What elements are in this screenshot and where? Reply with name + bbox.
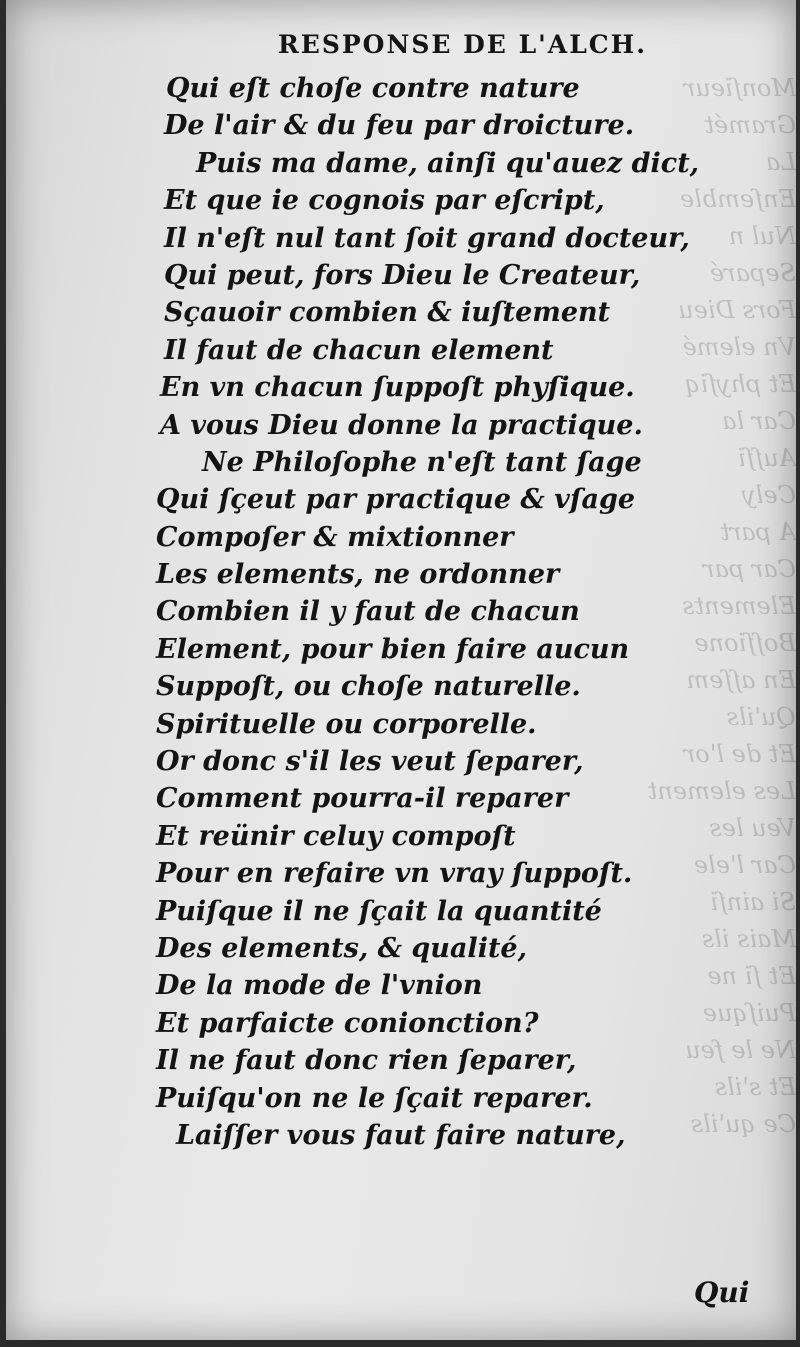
verse-line: Les elements, ne ordonner: [156, 559, 560, 591]
verse-line: De la mode de l'vnion: [156, 970, 483, 1002]
verse-line: Puiſqu'on ne le ſçait reparer.: [156, 1082, 593, 1114]
show-through-text: Monſieur Gramét La Enſemble Nul n Separé Fors Dieu Vn elemé Et phyſiq Car la Auſſi Cely A part Car par Elements Boſſione En aſſem Qu'ils Et de l'or Les element Veu les Car l'ele Si ainſi Mais ils Et ſi ne Puiſque Ne le feu Et s'ils Ce qu'ils: [647, 74, 796, 1138]
book-page: [6, 0, 796, 1340]
verse-line: Il ne faut donc rien ſeparer,: [156, 1045, 577, 1077]
verse-line: Et reünir celuy compoſt: [156, 820, 516, 852]
verse-list: [156, 70, 699, 1154]
verse-line: Element, pour bien faire aucun: [156, 633, 630, 665]
verse-line: Puis ma dame, ainſi qu'auez dict,: [196, 147, 700, 179]
verse-line: De l'air & du feu par droicture.: [164, 110, 635, 142]
verse-line: Il faut de chacun element: [164, 334, 554, 366]
verse-line: Qui peut, fors Dieu le Createur,: [164, 259, 641, 291]
verse-line: Et parfaicte conionction?: [156, 1007, 539, 1039]
verse-line: Laiſſer vous faut faire nature,: [176, 1119, 626, 1151]
catchword: Qui: [694, 1276, 750, 1309]
verse-line: Qui eſt choſe contre nature: [166, 73, 580, 104]
verse-line: Compoſer & mixtionner: [156, 521, 514, 553]
verse-line: A vous Dieu donne la practique.: [160, 409, 643, 441]
verse-line: En vn chacun ſuppoſt phyſique.: [160, 372, 635, 404]
verse-line: Spirituelle ou corporelle.: [156, 708, 537, 740]
verse-line: Combien il y faut de chacun: [156, 596, 580, 628]
running-head: RESPONSE DE L'ALCH.: [278, 30, 647, 59]
verse-line: Pour en refaire vn vray ſuppoſt.: [156, 858, 633, 890]
verse-line: Comment pourra-il reparer: [156, 783, 569, 815]
verse-line: Des elements, & qualité,: [156, 932, 527, 964]
verse-line: Il n'eſt nul tant ſoit grand docteur,: [164, 222, 690, 254]
verse-line: Suppoſt, ou choſe naturelle.: [156, 671, 581, 703]
verse-line: Or donc s'il les veut ſeparer,: [156, 746, 584, 778]
verse-line: Et que ie cognois par eſcript,: [164, 185, 605, 217]
verse-line: Puiſque il ne ſçait la quantité: [156, 895, 602, 927]
verse-line: Ne Philoſophe n'eſt tant ſage: [202, 446, 642, 478]
verse-line: Qui ſçeut par practique & vſage: [156, 484, 636, 516]
verse-line: Sçauoir combien & iuſtement: [164, 297, 611, 329]
